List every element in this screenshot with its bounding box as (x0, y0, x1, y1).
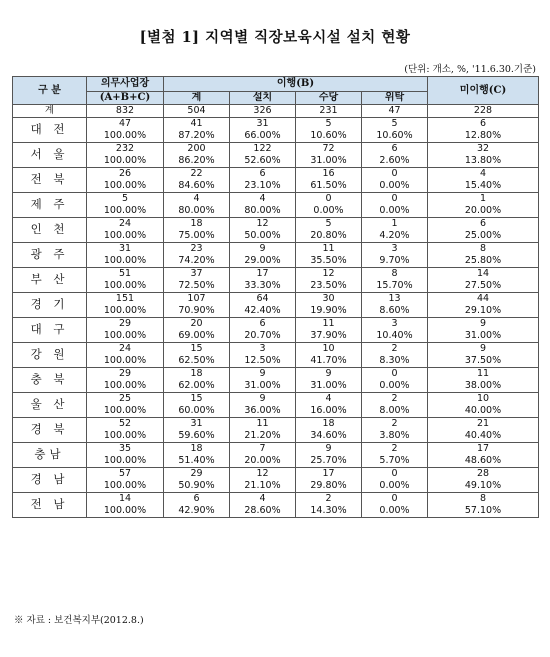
count-cell: 31 (230, 117, 296, 130)
percent-cell: 40.40% (428, 430, 539, 443)
percent-cell: 34.60% (296, 430, 362, 443)
table-row (13, 467, 539, 480)
percent-cell: 87.20% (164, 130, 230, 143)
percent-cell: 70.90% (164, 305, 230, 318)
percent-cell: 29.00% (230, 255, 296, 268)
count-cell: 26 (87, 167, 164, 180)
table-row (13, 342, 539, 355)
header-compliance: 이행(B) (164, 77, 428, 92)
percent-cell: 19.90% (296, 305, 362, 318)
count-cell: 13 (362, 292, 428, 305)
table-row (13, 267, 539, 280)
percent-cell: 37.90% (296, 330, 362, 343)
count-cell: 22 (164, 167, 230, 180)
region-label: 충남 (13, 442, 87, 467)
percent-cell: 2.60% (362, 155, 428, 168)
count-cell: 12 (296, 267, 362, 280)
percent-cell: 20.80% (296, 230, 362, 243)
count-cell: 6 (230, 317, 296, 330)
percent-cell: 21.20% (230, 430, 296, 443)
percent-cell: 10.60% (362, 130, 428, 143)
count-cell: 18 (296, 417, 362, 430)
count-cell: 9 (296, 367, 362, 380)
total-cell: 231 (296, 105, 362, 118)
count-cell: 11 (428, 367, 539, 380)
table-row-percent (13, 130, 539, 143)
count-cell: 17 (296, 467, 362, 480)
table-row-percent (13, 230, 539, 243)
count-cell: 9 (230, 242, 296, 255)
count-cell: 2 (362, 417, 428, 430)
count-cell: 9 (230, 392, 296, 405)
percent-cell: 27.50% (428, 280, 539, 293)
percent-cell: 36.00% (230, 405, 296, 418)
percent-cell: 12.50% (230, 355, 296, 368)
percent-cell: 100.00% (87, 455, 164, 468)
table-row-percent (13, 280, 539, 293)
percent-cell: 9.70% (362, 255, 428, 268)
percent-cell: 0.00% (296, 205, 362, 218)
region-label: 울 산 (13, 392, 87, 417)
count-cell: 25 (87, 392, 164, 405)
region-label: 충 북 (13, 367, 87, 392)
source-note: ※ 자료 : 보건복지부(2012.8.) (14, 615, 144, 626)
region-label: 전 남 (13, 492, 87, 517)
percent-cell: 20.00% (428, 205, 539, 218)
percent-cell: 31.00% (230, 380, 296, 393)
count-cell: 0 (362, 192, 428, 205)
count-cell: 28 (428, 467, 539, 480)
total-cell: 504 (164, 105, 230, 118)
total-cell: 326 (230, 105, 296, 118)
count-cell: 9 (428, 342, 539, 355)
region-label: 경 북 (13, 417, 87, 442)
count-cell: 29 (164, 467, 230, 480)
percent-cell: 13.80% (428, 155, 539, 168)
percent-cell: 0.00% (362, 205, 428, 218)
count-cell: 4 (164, 192, 230, 205)
percent-cell: 8.60% (362, 305, 428, 318)
percent-cell: 66.00% (230, 130, 296, 143)
count-cell: 35 (87, 442, 164, 455)
header-obliged: 의무사업장 (87, 77, 164, 92)
percent-cell: 10.60% (296, 130, 362, 143)
table-row-percent (13, 330, 539, 343)
count-cell: 5 (296, 217, 362, 230)
count-cell: 72 (296, 142, 362, 155)
count-cell: 16 (296, 167, 362, 180)
table-row (13, 142, 539, 155)
percent-cell: 28.60% (230, 505, 296, 518)
count-cell: 10 (428, 392, 539, 405)
count-cell: 3 (230, 342, 296, 355)
count-cell: 12 (230, 217, 296, 230)
count-cell: 6 (428, 117, 539, 130)
count-cell: 3 (362, 317, 428, 330)
table-row (13, 417, 539, 430)
table-row (13, 442, 539, 455)
percent-cell: 62.50% (164, 355, 230, 368)
table-row (13, 492, 539, 505)
total-cell: 47 (362, 105, 428, 118)
percent-cell: 62.00% (164, 380, 230, 393)
percent-cell: 12.80% (428, 130, 539, 143)
percent-cell: 20.00% (230, 455, 296, 468)
region-label: 인 천 (13, 217, 87, 242)
count-cell: 0 (362, 367, 428, 380)
count-cell: 2 (362, 392, 428, 405)
percent-cell: 33.30% (230, 280, 296, 293)
percent-cell: 100.00% (87, 255, 164, 268)
percent-cell: 0.00% (362, 380, 428, 393)
count-cell: 18 (164, 442, 230, 455)
count-cell: 122 (230, 142, 296, 155)
count-cell: 4 (296, 392, 362, 405)
table-row (13, 367, 539, 380)
percent-cell: 80.00% (164, 205, 230, 218)
region-label: 서 울 (13, 142, 87, 167)
region-label: 전 북 (13, 167, 87, 192)
percent-cell: 4.20% (362, 230, 428, 243)
percent-cell: 42.90% (164, 505, 230, 518)
count-cell: 32 (428, 142, 539, 155)
table-row-percent (13, 405, 539, 418)
percent-cell: 60.00% (164, 405, 230, 418)
percent-cell: 57.10% (428, 505, 539, 518)
percent-cell: 52.60% (230, 155, 296, 168)
count-cell: 6 (428, 217, 539, 230)
count-cell: 47 (87, 117, 164, 130)
count-cell: 9 (296, 442, 362, 455)
table-row-percent (13, 180, 539, 193)
percent-cell: 0.00% (362, 505, 428, 518)
count-cell: 0 (362, 492, 428, 505)
percent-cell: 37.50% (428, 355, 539, 368)
count-cell: 200 (164, 142, 230, 155)
percent-cell: 16.00% (296, 405, 362, 418)
percent-cell: 100.00% (87, 280, 164, 293)
percent-cell: 14.30% (296, 505, 362, 518)
percent-cell: 20.70% (230, 330, 296, 343)
percent-cell: 21.10% (230, 480, 296, 493)
table-row (13, 392, 539, 405)
count-cell: 9 (230, 367, 296, 380)
count-cell: 4 (230, 492, 296, 505)
percent-cell: 86.20% (164, 155, 230, 168)
count-cell: 151 (87, 292, 164, 305)
count-cell: 4 (230, 192, 296, 205)
count-cell: 18 (164, 217, 230, 230)
table-row-percent (13, 255, 539, 268)
count-cell: 20 (164, 317, 230, 330)
percent-cell: 10.40% (362, 330, 428, 343)
table-row (13, 217, 539, 230)
count-cell: 30 (296, 292, 362, 305)
count-cell: 8 (428, 492, 539, 505)
count-cell: 37 (164, 267, 230, 280)
percent-cell: 35.50% (296, 255, 362, 268)
percent-cell: 59.60% (164, 430, 230, 443)
percent-cell: 29.80% (296, 480, 362, 493)
count-cell: 21 (428, 417, 539, 430)
table-row-percent (13, 380, 539, 393)
count-cell: 0 (296, 192, 362, 205)
percent-cell: 40.00% (428, 405, 539, 418)
table-row-percent (13, 480, 539, 493)
header-consign: 위탁 (362, 92, 428, 105)
percent-cell: 69.00% (164, 330, 230, 343)
percent-cell: 5.70% (362, 455, 428, 468)
total-cell: 228 (428, 105, 539, 118)
count-cell: 17 (230, 267, 296, 280)
percent-cell: 50.00% (230, 230, 296, 243)
count-cell: 31 (87, 242, 164, 255)
count-cell: 8 (428, 242, 539, 255)
table-row (13, 192, 539, 205)
total-row (13, 105, 539, 118)
percent-cell: 31.00% (428, 330, 539, 343)
percent-cell: 15.70% (362, 280, 428, 293)
percent-cell: 72.50% (164, 280, 230, 293)
region-label: 대 구 (13, 317, 87, 342)
table-row (13, 117, 539, 130)
count-cell: 10 (296, 342, 362, 355)
percent-cell: 100.00% (87, 330, 164, 343)
percent-cell: 3.80% (362, 430, 428, 443)
count-cell: 52 (87, 417, 164, 430)
percent-cell: 100.00% (87, 130, 164, 143)
count-cell: 41 (164, 117, 230, 130)
percent-cell: 100.00% (87, 230, 164, 243)
percent-cell: 8.00% (362, 405, 428, 418)
region-label: 강 원 (13, 342, 87, 367)
percent-cell: 41.70% (296, 355, 362, 368)
table-row-percent (13, 455, 539, 468)
count-cell: 7 (230, 442, 296, 455)
table-row (13, 292, 539, 305)
percent-cell: 100.00% (87, 380, 164, 393)
table-row-percent (13, 355, 539, 368)
count-cell: 0 (362, 167, 428, 180)
header-obliged-formula: (A+B+C) (87, 92, 164, 105)
percent-cell: 15.40% (428, 180, 539, 193)
region-label: 경 남 (13, 467, 87, 492)
header-install: 설치 (230, 92, 296, 105)
count-cell: 44 (428, 292, 539, 305)
percent-cell: 50.90% (164, 480, 230, 493)
count-cell: 6 (164, 492, 230, 505)
percent-cell: 80.00% (230, 205, 296, 218)
table-row (13, 242, 539, 255)
table-row-percent (13, 505, 539, 518)
percent-cell: 100.00% (87, 505, 164, 518)
count-cell: 6 (362, 142, 428, 155)
unit-note: (단위: 개소, %, '11.6.30.기준) (404, 64, 536, 75)
region-label: 부 산 (13, 267, 87, 292)
count-cell: 107 (164, 292, 230, 305)
percent-cell: 74.20% (164, 255, 230, 268)
count-cell: 232 (87, 142, 164, 155)
count-cell: 17 (428, 442, 539, 455)
percent-cell: 75.00% (164, 230, 230, 243)
count-cell: 24 (87, 342, 164, 355)
count-cell: 5 (87, 192, 164, 205)
percent-cell: 25.00% (428, 230, 539, 243)
percent-cell: 100.00% (87, 305, 164, 318)
table-row-percent (13, 205, 539, 218)
count-cell: 18 (164, 367, 230, 380)
count-cell: 5 (296, 117, 362, 130)
region-label: 광 주 (13, 242, 87, 267)
count-cell: 1 (428, 192, 539, 205)
count-cell: 15 (164, 342, 230, 355)
count-cell: 29 (87, 367, 164, 380)
header-total: 계 (164, 92, 230, 105)
percent-cell: 100.00% (87, 205, 164, 218)
count-cell: 31 (164, 417, 230, 430)
percent-cell: 42.40% (230, 305, 296, 318)
count-cell: 8 (362, 267, 428, 280)
facility-status-table (12, 76, 539, 518)
count-cell: 14 (87, 492, 164, 505)
percent-cell: 0.00% (362, 180, 428, 193)
table-row (13, 317, 539, 330)
count-cell: 9 (428, 317, 539, 330)
count-cell: 15 (164, 392, 230, 405)
percent-cell: 100.00% (87, 155, 164, 168)
count-cell: 24 (87, 217, 164, 230)
table-row-percent (13, 155, 539, 168)
count-cell: 12 (230, 467, 296, 480)
count-cell: 29 (87, 317, 164, 330)
percent-cell: 25.70% (296, 455, 362, 468)
header-allowance: 수당 (296, 92, 362, 105)
percent-cell: 100.00% (87, 180, 164, 193)
count-cell: 2 (296, 492, 362, 505)
percent-cell: 84.60% (164, 180, 230, 193)
percent-cell: 100.00% (87, 355, 164, 368)
header-region: 구 분 (13, 77, 87, 105)
document-title: [별첨 1] 지역별 직장보육시설 설치 현황 (139, 29, 411, 46)
header-non-compliance: 미이행(C) (428, 77, 539, 105)
table-row-percent (13, 430, 539, 443)
total-cell: 832 (87, 105, 164, 118)
count-cell: 11 (230, 417, 296, 430)
percent-cell: 23.10% (230, 180, 296, 193)
percent-cell: 48.60% (428, 455, 539, 468)
percent-cell: 31.00% (296, 380, 362, 393)
count-cell: 11 (296, 242, 362, 255)
count-cell: 4 (428, 167, 539, 180)
count-cell: 23 (164, 242, 230, 255)
percent-cell: 23.50% (296, 280, 362, 293)
percent-cell: 0.00% (362, 480, 428, 493)
total-label: 계 (13, 105, 87, 118)
count-cell: 3 (362, 242, 428, 255)
percent-cell: 100.00% (87, 430, 164, 443)
count-cell: 6 (230, 167, 296, 180)
count-cell: 2 (362, 442, 428, 455)
table-row (13, 167, 539, 180)
count-cell: 51 (87, 267, 164, 280)
percent-cell: 100.00% (87, 480, 164, 493)
table-body (13, 105, 539, 518)
percent-cell: 38.00% (428, 380, 539, 393)
count-cell: 14 (428, 267, 539, 280)
region-label: 대 전 (13, 117, 87, 142)
percent-cell: 61.50% (296, 180, 362, 193)
percent-cell: 29.10% (428, 305, 539, 318)
count-cell: 0 (362, 467, 428, 480)
percent-cell: 49.10% (428, 480, 539, 493)
count-cell: 64 (230, 292, 296, 305)
percent-cell: 100.00% (87, 405, 164, 418)
count-cell: 5 (362, 117, 428, 130)
count-cell: 2 (362, 342, 428, 355)
percent-cell: 51.40% (164, 455, 230, 468)
count-cell: 57 (87, 467, 164, 480)
percent-cell: 8.30% (362, 355, 428, 368)
percent-cell: 31.00% (296, 155, 362, 168)
count-cell: 11 (296, 317, 362, 330)
region-label: 경 기 (13, 292, 87, 317)
region-label: 제 주 (13, 192, 87, 217)
table-row-percent (13, 305, 539, 318)
count-cell: 1 (362, 217, 428, 230)
percent-cell: 25.80% (428, 255, 539, 268)
